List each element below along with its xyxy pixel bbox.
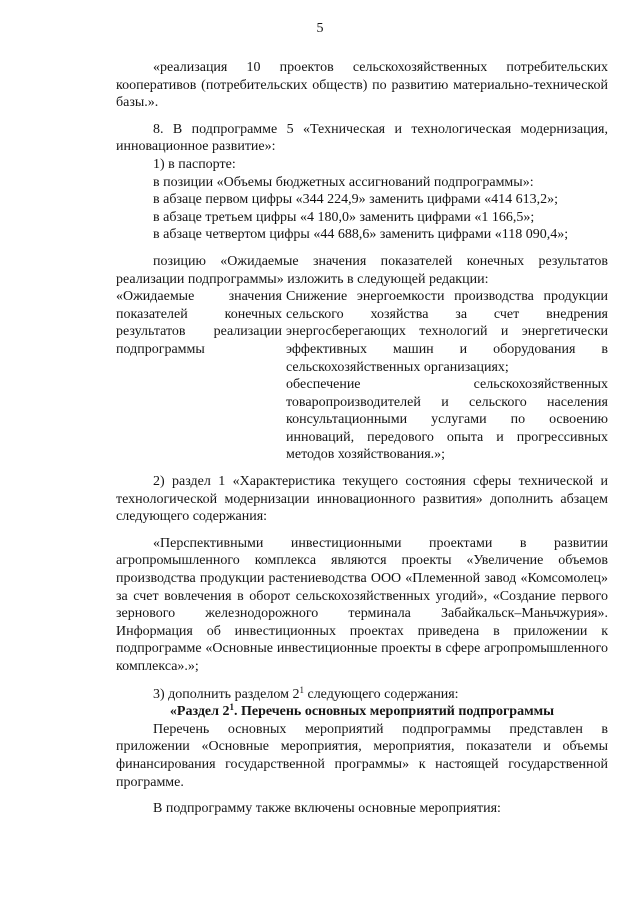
expected-results-table <box>116 288 608 464</box>
table-right-energy: Снижение энергоемкости производства продукции сельского хозяйства за счет внедрения энергосберегающих технологий и энергетически эффективных машин и оборудования в сельскохозяйственных организациях; <box>286 289 608 375</box>
paragraph-add-section <box>116 686 608 704</box>
paragraph-expected-values: позицию «Ожидаемые значения показателей конечных результатов реализации подпрограммы» изложить в следующей редакции: <box>116 253 608 287</box>
heading-superscript: 1 <box>229 702 234 713</box>
table-left-cell: «Ожидаемые значения показателей конечных результатов реализации подпрограммы <box>116 289 282 357</box>
paragraph-section-1: 2) раздел 1 «Характеристика текущего состояния сферы технической и технологической модернизации инновационного развития» дополнить абзацем следующего содержания: <box>116 474 608 525</box>
paragraph-main-activities-list: Перечень основных мероприятий подпрограммы представлен в приложении «Основные мероприятия, мероприятия, показатели и объемы финансирования государственной программы» к настоящей государственной программе. <box>116 721 608 790</box>
heading-text: «Раздел 2 <box>169 704 230 720</box>
add-section-text-end: следующего содержания: <box>303 686 459 702</box>
add-section-superscript: 1 <box>299 684 304 695</box>
paragraph-first-abzac: в абзаце первом цифры «344 224,9» заменить цифрами «414 613,2»; <box>153 192 558 208</box>
paragraph-budget-position: в позиции «Объемы бюджетных ассигнований подпрограммы»: <box>153 174 534 190</box>
paragraph-investment-projects: «Перспективными инвестиционными проектами в развитии агропромышленного комплекса являются проекты «Увеличение объемов производства продукции растениеводства ООО «Племенной завод «Комсомолец» за счет вовлечения в оборот сельскохозяйственных угодий», «Создание первого зернового железнодорожного терминала Забайкальск–Маньчжурия». Информация об инвестиционных проектах приведена в приложении к подпрограмме «Основные инвестиционные проекты в сфере агропромышленного комплекса».»; <box>116 535 608 674</box>
paragraph-third-abzac: в абзаце третьем цифры «4 180,0» заменить цифрами «1 166,5»; <box>153 209 535 225</box>
document-body <box>116 59 608 818</box>
table-right-consulting: обеспечение сельскохозяйственных товаропроизводителей и сельского населения консультационными услугами по освоению инноваций, передового опыта и прогрессивных методов хозяйствования.»; <box>286 377 608 463</box>
page-number: 5 <box>316 21 324 36</box>
section-heading <box>116 703 608 721</box>
table-right-cell <box>282 288 608 464</box>
paragraph-item-8: 8. В подпрограмме 5 «Техническая и технологическая модернизация, инновационное развитие»: <box>116 121 608 155</box>
add-section-text: 3) дополнить разделом 2 <box>153 686 300 702</box>
paragraph-also-included: В подпрограмму также включены основные мероприятия: <box>153 801 501 817</box>
heading-text-end: . Перечень основных мероприятий подпрограммы <box>233 704 555 720</box>
paragraph-passport: 1) в паспорте: <box>153 156 236 172</box>
paragraph-fourth-abzac: в абзаце четвертом цифры «44 688,6» заменить цифрами «118 090,4»; <box>153 227 569 243</box>
paragraph-cooperatives: «реализация 10 проектов сельскохозяйственных потребительских кооперативов (потребительских обществ) по развитию материально-технической базы.». <box>116 60 608 111</box>
